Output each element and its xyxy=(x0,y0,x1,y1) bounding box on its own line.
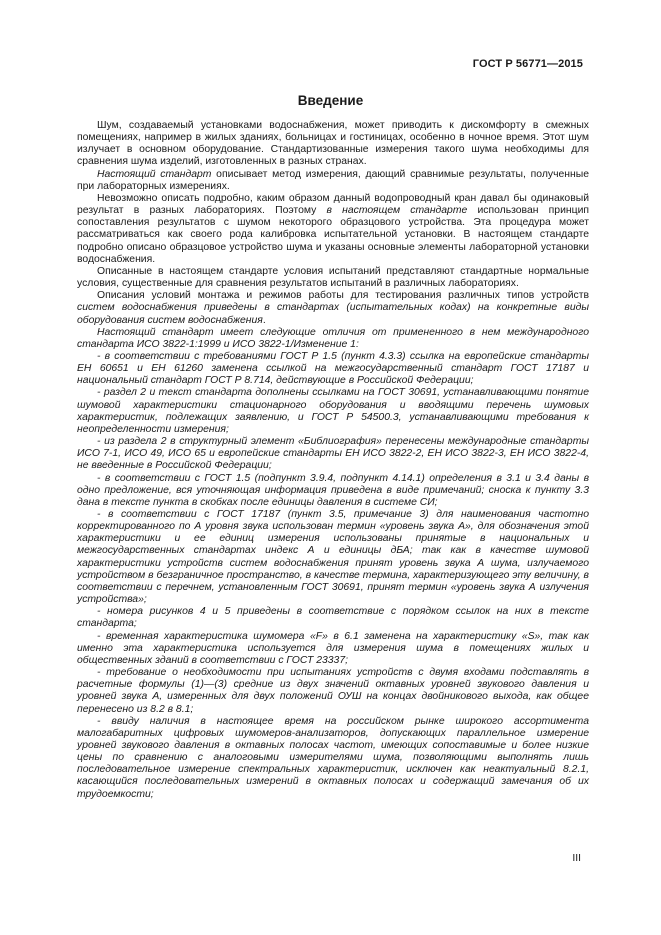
text-run: описывает метод измерения, дающий сравнимые результаты, полученные при лабораторных измерениях. xyxy=(77,168,589,192)
text-run: Описанные в настоящем стандарте условия испытаний представляют стандартные нормальные условия, существенные для сравнения результатов испытаний в различных лабораториях. xyxy=(77,265,589,290)
text-run: - в соответствии с ГОСТ 17187 (пункт 3.5, примечание 3) для наименования частотно корректированного по А уровня звука использован термин «уровень звука А», для обозначения этой характеристики и ее единиц измерения использованы принятые в национальных и межгосударственных стандартах индекс А и единицы дБА; так как в качестве шумовой характеристики устройств систем водоснабжения принят уровень звука А шума, излучаемого устройством в безграничное пространство, в качестве термина, характеризующего эту величину, в соответствии с перечнем, установленным ГОСТ 30691, принят термин «уровень звука А излучения устройства»; xyxy=(77,509,589,606)
text-run: - временная характеристика шумомера «F» в 6.1 заменена на характеристику «S», так как именно эта характеристика используется для измерения шума в помещениях жилых и общественных зданий в соответствии с ГОСТ 23337; xyxy=(77,630,589,666)
text-run: - из раздела 2 в структурный элемент «Библиография» перенесены международные стандарты ИСО 7-1, ИСО 49, ИСО 65 и европейские стандарты ЕН ИСО 3822-2, ЕН ИСО 3822-3, ЕН ИСО 3822-4, не введенные в Российской Федерации; xyxy=(77,436,589,472)
text-run: Шум, создаваемый установками водоснабжения, может приводить к дискомфорту в смежных помещениях, например в жилых зданиях, больницах и гостиницах, особенно в ночное время. Этот шум излучает в основном оборудование. Стандартизованные измерения такого шума необходимы для сравнения шума изделий, изготовленных в разных странах. xyxy=(77,120,589,168)
text-run: Настоящий стандарт имеет следующие отличия от примененного в нем международного стандарта ИСО 3822-1:1999 и ИСО 3822-1/Изменение 1: xyxy=(77,326,589,350)
body-paragraph xyxy=(77,193,589,266)
body-paragraph xyxy=(77,290,589,326)
text-run: - в соответствии с ГОСТ 1.5 (подпункт 3.9.4, подпункт 4.14.1) определения в 3.1 и 3.4 даны в одно предложение, вся уточняющая информация приведена в виде примечаний; сноска к пункту 3.3 дана в тексте пункта в скобках после единицы давления в системе СИ; xyxy=(77,472,589,508)
body-paragraph xyxy=(77,327,589,351)
text-run: в настоящем стандарте xyxy=(326,205,468,217)
body-paragraph xyxy=(77,266,589,290)
text-run: Невозможно описать подробно, каким образом данный водопроводный кран давал бы одинаковый результат в разных лабораториях. Поэтому xyxy=(77,192,589,217)
text-run: - номера рисунков 4 и 5 приведены в соответствие с порядком ссылок на них в тексте стандарта; xyxy=(77,606,589,630)
text-run: систем водоснабжения приведены в стандартах (испытательных кодах) на конкретные виды оборудования систем водоснабжения xyxy=(77,302,589,326)
document-header-code: ГОСТ Р 56771—2015 xyxy=(472,58,583,70)
text-run: Описания условий монтажа и режимов работы для тестирования различных типов устройств xyxy=(97,290,589,302)
body-paragraph xyxy=(77,387,589,436)
body-paragraph xyxy=(77,716,589,801)
text-run: - требование о необходимости при испытаниях устройств с двумя входами подставлять в расчетные формулы (1)—(3) средние из двух значений октавных уровней звукового давления и уровней звука А, измеренных для двух положений ОУШ на концах двойникового выхода, как общее перенесено из 8.2 в 8.1; xyxy=(77,667,589,715)
section-title: Введение xyxy=(297,93,364,108)
text-run: . xyxy=(262,314,266,326)
body-paragraph xyxy=(77,473,589,509)
text-run: использован принцип сопоставления результатов с шумом некоторого образцового устройства. Эта процедура может рассматриваться как своего рода калибровка испытательной установки. В настоящем стандарте подробно описано образцовое устройство шума и указаны основные элементы лабораторной установки водоснабжения. xyxy=(77,205,590,265)
body-paragraph xyxy=(77,631,589,667)
body-paragraph xyxy=(77,120,589,169)
document-body xyxy=(77,120,589,801)
page-number: III xyxy=(572,853,581,864)
text-run: - в соответствии с требованиями ГОСТ Р 1.5 (пункт 4.3.3) ссылка на европейские стандарты ЕН 60651 и ЕН 61260 заменена ссылкой на межгосударственный стандарт ГОСТ 17187 и национальный стандарт ГОСТ Р 8.714, действующие в Российской Федерации; xyxy=(77,350,589,387)
text-run: - раздел 2 и текст стандарта дополнены ссылками на ГОСТ 30691, устанавливающими понятие шумовой характеристики стационарного оборудования и вводящими перечень шумовых характеристик, подлежащих заявлению, и ГОСТ Р 54500.3, устанавливающими требования к неопределенности измерения; xyxy=(77,387,589,435)
body-paragraph xyxy=(77,667,589,716)
body-paragraph xyxy=(77,509,589,606)
text-run: Настоящий стандарт xyxy=(97,168,212,180)
body-paragraph xyxy=(77,351,589,387)
body-paragraph xyxy=(77,436,589,472)
body-paragraph xyxy=(77,169,589,193)
body-paragraph xyxy=(77,606,589,630)
text-run: - ввиду наличия в настоящее время на российском рынке широкого ассортимента малогабаритных цифровых шумомеров-анализаторов, допускающих параллельное измерение уровней звукового давления в октавных полосах частот, имеющих сопоставимые и более низкие цены по сравнению с аналоговыми измерителями шума, позволяющими выполнять лишь последовательное измерение спектральных характеристик, исключен как неактуальный 8.2.1, касающийся последовательных измерений в октавных полосах и содержащий замечания об их трудоемкости; xyxy=(77,715,589,800)
